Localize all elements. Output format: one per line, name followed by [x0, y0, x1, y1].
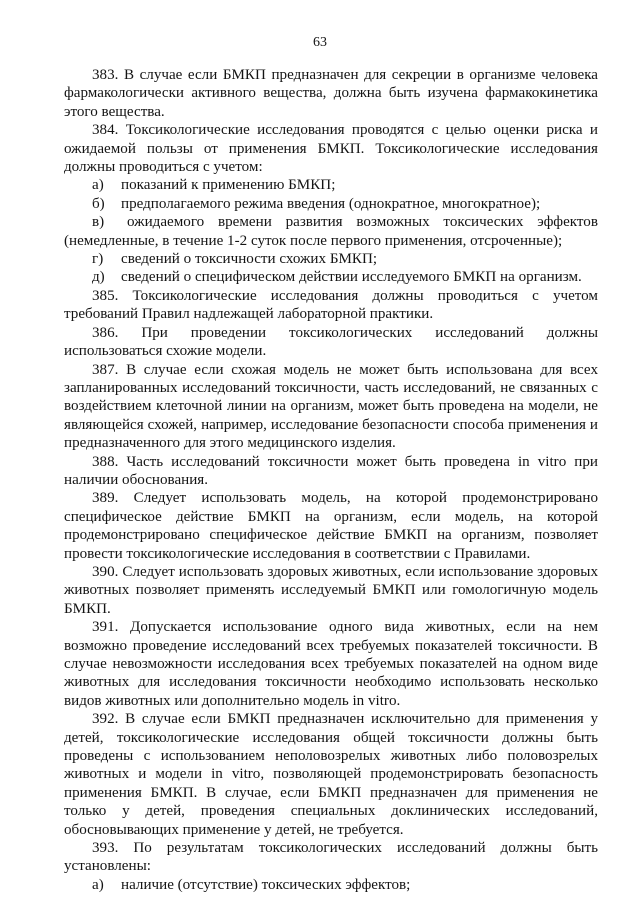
- list-text: показаний к применению БМКП;: [121, 177, 336, 194]
- list-item: [64, 876, 598, 894]
- list-text: наличие (отсутствие) токсических эффектов;: [121, 876, 411, 893]
- list-letter: в): [92, 214, 105, 231]
- list-item: [64, 176, 598, 194]
- document-body: [64, 66, 598, 894]
- paragraph-388: 388. Часть исследований токсичности может быть проведена in vitro при наличии обоснования.: [64, 453, 598, 488]
- paragraph-383: 383. В случае если БМКП предназначен для секреции в организме человека фармакологически активного вещества, должна быть изучена фармакокинетика этого вещества.: [64, 67, 598, 120]
- list-text: сведений о специфическом действии исследуемого БМКП на организм.: [121, 269, 582, 286]
- paragraph-384: 384. Токсикологические исследования проводятся с целью оценки риска и ожидаемой пользы от применения БМКП. Токсикологические исследования должны проводиться с учетом:: [64, 122, 598, 176]
- paragraph-387: 387. В случае если схожая модель не может быть использована для всех запланированных исследований токсичности, часть исследований, не связанных с воздействием клеточной линии на организм, может быть проведена на модели, не являющейся схожей, например, исследование безопасности способа применения и предназначенного для этого медицинского изделия.: [64, 361, 598, 452]
- paragraph-392: 392. В случае если БМКП предназначен исключительно для применения у детей, токсикологические исследования общей токсичности должны быть проведены с использованием неполовозрелых животных либо половозрелых животных и модели in vitro, позволяющей продемонстрировать безопасность применения БМКП. В случае, если БМКП предназначен для применения не только у детей, проведения специальных доклинических исследований, обосновывающих применение у детей, не требуется.: [64, 711, 598, 838]
- paragraph-386: 386. При проведении токсикологических исследований должны использоваться схожие модели.: [64, 324, 598, 360]
- paragraph-390: 390. Следует использовать здоровых животных, если использование здоровых животных позволяет применять исследуемый БМКП или гомологичную модель БМКП.: [64, 563, 598, 617]
- list-letter: д): [92, 269, 105, 286]
- paragraph-385: 385. Токсикологические исследования должны проводиться с учетом требований Правил надлежащей лабораторной практики.: [64, 287, 598, 323]
- list-text: ожидаемого времени развития возможных токсических эффектов (немедленные, в течение 1-2 суток после первого применения, отсроченные);: [64, 214, 598, 249]
- list-text: предполагаемого режима введения (однократное, многократное);: [121, 195, 541, 212]
- list-letter: а): [92, 876, 104, 893]
- list-text: сведений о токсичности схожих БМКП;: [121, 251, 378, 268]
- paragraph-393: 393. По результатам токсикологических исследований должны быть установлены:: [64, 840, 598, 875]
- page-number: 63: [313, 35, 327, 50]
- list-item: [64, 195, 598, 213]
- list-item: [64, 213, 598, 250]
- list-item: [64, 268, 598, 286]
- list-letter: а): [92, 177, 104, 194]
- list-letter: г): [92, 251, 104, 268]
- list-item: [64, 250, 598, 268]
- paragraph-389: 389. Следует использовать модель, на которой продемонстрировано специфическое действие БМКП на организм, если модель, на которой продемонстрировано специфическое действие БМКП на организм, позволяет провести токсикологические исследования в соответствии с Правилами.: [64, 490, 598, 562]
- list-letter: б): [92, 195, 105, 212]
- paragraph-391: 391. Допускается использование одного вида животных, если на нем возможно проведение исследований всех требуемых показателей токсичности. В случае невозможности исследования всех требуемых показателей на одном виде животных для исследования токсичности необходимо использовать несколько видов животных или дополнительно модель in vitro.: [64, 619, 598, 709]
